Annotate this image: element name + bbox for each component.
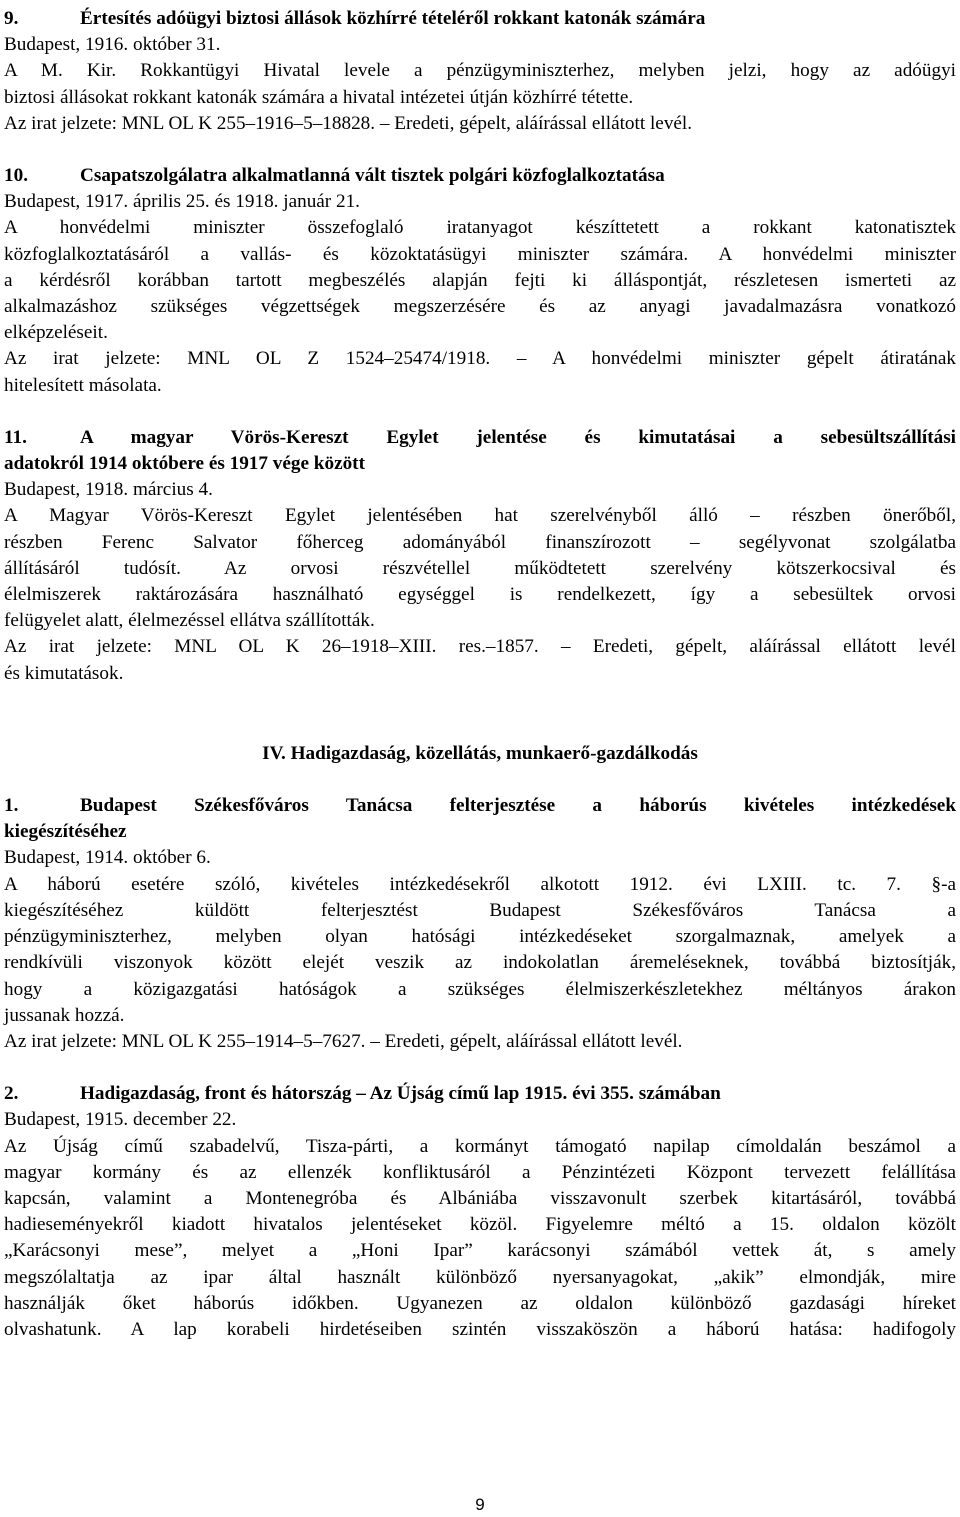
item-date: Budapest, 1916. október 31. xyxy=(4,34,221,56)
body-line: elképzeléseit. xyxy=(4,322,108,344)
body-line: alkalmazáshoz szükséges végzettségek megszerzésére és az anyagi javadalmazásra vonatkozó xyxy=(4,296,956,318)
item-date: Budapest, 1914. október 6. xyxy=(4,847,211,869)
item-date: Budapest, 1915. december 22. xyxy=(4,1109,237,1131)
body-line: jussanak hozzá. xyxy=(4,1004,125,1026)
item-number: 1. xyxy=(4,795,19,817)
item-title: Budapest Székesfőváros Tanácsa felterjesztése a háborús kivételes intézkedések xyxy=(80,795,956,817)
item-1-heading xyxy=(4,793,956,819)
body-line: kapcsán, valamint a Montenegróba és Albániába visszavonult szerbek kitartásáról, továbbá xyxy=(4,1187,956,1209)
item-10-heading xyxy=(4,163,956,189)
item-11-heading xyxy=(4,425,956,451)
item-title: A magyar Vörös-Kereszt Egylet jelentése és kimutatásai a sebesültszállítási xyxy=(80,426,956,448)
item-number: 11. xyxy=(4,426,27,448)
body-line: a kérdésről korábban tartott megbeszélés alapján fejti ki álláspontját, részletesen ismerteti az xyxy=(4,269,956,291)
body-line: állításáról tudósít. Az orvosi részvétellel működtetett szerelvény kötszerkocsival és xyxy=(4,557,956,579)
body-line: kiegészítéséhez küldött felterjesztést Budapest Székesfőváros Tanácsa a xyxy=(4,899,956,921)
archival-reference: Az irat jelzete: MNL OL K 255–1914–5–7627. – Eredeti, gépelt, aláírással ellátott levél. xyxy=(4,1030,683,1052)
item-date: Budapest, 1917. április 25. és 1918. január 21. xyxy=(4,191,360,213)
body-line: Az Újság című szabadelvű, Tisza-párti, a kormányt támogató napilap címoldalán beszámol a xyxy=(4,1135,956,1157)
body-line: „Karácsonyi mese”, melyet a „Honi Ipar” karácsonyi számából vettek át, s amely xyxy=(4,1240,956,1262)
item-2-heading xyxy=(4,1081,956,1107)
archival-reference: Az irat jelzete: MNL OL Z 1524–25474/1918. – A honvédelmi miniszter gépelt átiratának xyxy=(4,348,956,370)
body-line: felügyelet alatt, élelmezéssel ellátva szállították. xyxy=(4,610,375,632)
item-title-cont: adatokról 1914 októbere és 1917 vége között xyxy=(4,453,365,475)
body-line: A Magyar Vörös-Kereszt Egylet jelentésében hat szerelvényből álló – részben önerőből, xyxy=(4,505,956,527)
item-date: Budapest, 1918. március 4. xyxy=(4,479,213,501)
body-line: használják őket háborús időkben. Ugyanezen az oldalon különböző gazdasági híreket xyxy=(4,1292,956,1314)
body-line: pénzügyminiszterhez, melyben olyan hatósági intézkedéseket szorgalmaznak, amelyek a xyxy=(4,926,956,948)
body-line: magyar kormány és az ellenzék konfliktusáról a Pénzintézeti Központ tervezett felállítása xyxy=(4,1161,956,1183)
body-line: megszólaltatja az ipar által használt különböző nyersanyagokat, „akik” elmondják, mire xyxy=(4,1266,956,1288)
item-number: 10. xyxy=(4,165,28,187)
item-9-heading xyxy=(4,6,956,32)
item-title: Értesítés adóügyi biztosi állások közhírré tételéről rokkant katonák számára xyxy=(80,8,706,29)
archival-reference: és kimutatások. xyxy=(4,662,124,684)
section-title: IV. Hadigazdaság, közellátás, munkaerő-gazdálkodás xyxy=(262,742,698,764)
body-line: rendkívüli viszonyok között elejét veszik az indokolatlan áremeléseknek, továbbá biztosítják, xyxy=(4,952,956,974)
body-line: élelmiszerek raktározására használható egységgel is rendelkezett, így a sebesültek orvosi xyxy=(4,584,956,606)
archival-reference: Az irat jelzete: MNL OL K 26–1918–XIII. res.–1857. – Eredeti, gépelt, aláírással ellátott levél xyxy=(4,636,956,658)
item-title: Csapatszolgálatra alkalmatlanná vált tisztek polgári közfoglalkoztatása xyxy=(80,165,665,187)
body-line: hadieseményekről kiadott hivatalos jelentéseket közöl. Figyelemre méltó a 15. oldalon közölt xyxy=(4,1214,956,1236)
page-number: 9 xyxy=(475,1495,485,1514)
archival-reference: hitelesített másolata. xyxy=(4,374,162,396)
body-line: részben Ferenc Salvator főherceg adományából finanszírozott – segélyvonat szolgálatba xyxy=(4,531,956,553)
body-line: olvashatunk. A lap korabeli hirdetéseiben szintén visszaköszön a háború hatása: hadifogoly xyxy=(4,1318,956,1340)
item-number: 2. xyxy=(4,1083,19,1105)
item-title: Hadigazdaság, front és hátország – Az Újság című lap 1915. évi 355. számában xyxy=(80,1083,721,1105)
body-line: biztosi állásokat rokkant katonák számára a hivatal intézetei útján közhírré tétette. xyxy=(4,86,634,108)
item-number: 9. xyxy=(4,8,19,29)
body-line: A háború esetére szóló, kivételes intézkedésekről alkotott 1912. évi LXIII. tc. 7. §-a xyxy=(4,873,956,895)
item-title-cont: kiegészítéséhez xyxy=(4,821,127,843)
archival-reference: Az irat jelzete: MNL OL K 255–1916–5–18828. – Eredeti, gépelt, aláírással ellátott levél. xyxy=(4,112,693,134)
body-line: hogy a közigazgatási hatóságok a szükséges élelmiszerkészletekhez méltányos árakon xyxy=(4,978,956,1000)
body-line: A M. Kir. Rokkantügyi Hivatal levele a pénzügyminiszterhez, melyben jelzi, hogy az adóügyi xyxy=(4,60,956,82)
body-line: A honvédelmi miniszter összefoglaló iratanyagot készíttetett a rokkant katonatisztek xyxy=(4,217,956,239)
body-line: közfoglalkoztatásáról a vallás- és közoktatásügyi miniszter számára. A honvédelmi miniszter xyxy=(4,243,956,265)
